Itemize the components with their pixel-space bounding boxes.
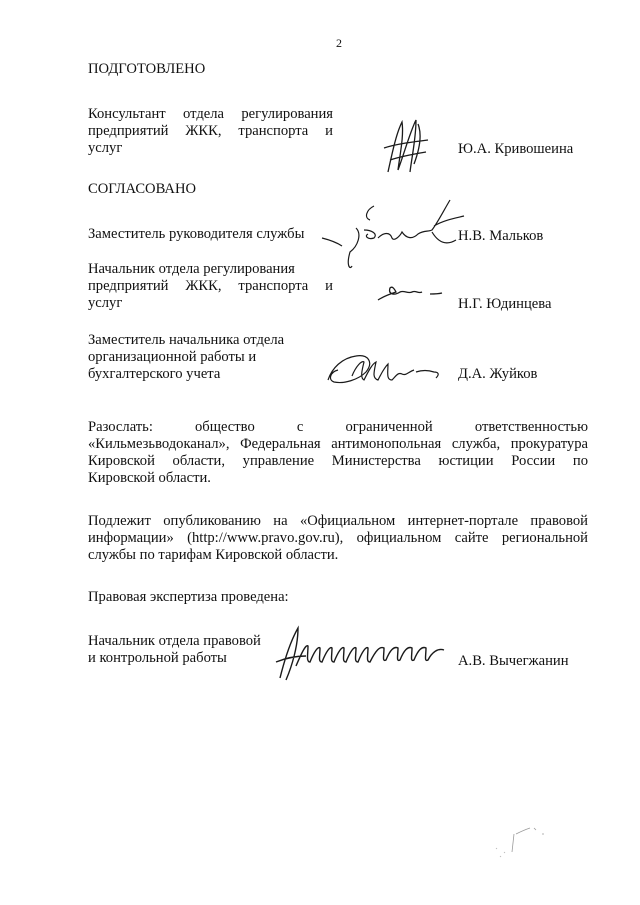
publication-paragraph	[88, 513, 588, 564]
signer-3-position-line-2: организационной работы и	[88, 349, 257, 365]
signature-zhuykov	[322, 346, 444, 392]
signer-3-position	[88, 332, 284, 383]
signature-vychegzhanin	[272, 622, 462, 684]
signer-2-name: Н.Г. Юдинцева	[458, 296, 552, 312]
signature-yudintseva	[374, 282, 444, 306]
distribution-line-2: «Кильмезьводоканал», Федеральная антимонопольная служба, прокуратура	[88, 436, 588, 452]
prepared-position-line-3: услуг	[88, 140, 123, 156]
signer-3-name: Д.А. Жуйков	[458, 366, 538, 382]
signer-2-position-line-3: услуг	[88, 295, 123, 311]
legal-review-statement: Правовая экспертиза проведена:	[88, 589, 289, 605]
signature-malkov	[316, 196, 466, 276]
publication-line-2: информации» (http://www.pravo.gov.ru), официальном сайте региональной	[88, 530, 588, 546]
signer-1-position	[88, 226, 304, 243]
scan-marks	[494, 822, 554, 862]
distribution-line-1: Разослать: общество с ограниченной ответственностью	[88, 419, 588, 435]
legal-review-name: А.В. Вычегжанин	[458, 653, 569, 669]
prepared-heading: ПОДГОТОВЛЕНО	[88, 61, 206, 77]
signer-2-position	[88, 261, 333, 312]
publication-line-1: Подлежит опубликованию на «Официальном интернет-портале правовой	[88, 513, 588, 529]
signature-krivosheina	[378, 114, 438, 182]
page-number: 2	[336, 36, 342, 50]
agreed-heading: СОГЛАСОВАНО	[88, 181, 197, 197]
signer-1-position-line-1: Заместитель руководителя службы	[88, 226, 305, 242]
prepared-position-line-2: предприятий ЖКК, транспорта и	[88, 123, 333, 139]
signer-1-name: Н.В. Мальков	[458, 228, 544, 244]
signer-2-position-line-1: Начальник отдела регулирования	[88, 261, 295, 277]
prepared-position	[88, 106, 333, 157]
legal-review-position	[88, 633, 261, 667]
signer-3-position-line-3: бухгалтерского учета	[88, 366, 221, 382]
distribution-line-3: Кировской области, управление Министерства юстиции России по	[88, 453, 588, 469]
prepared-name: Ю.А. Кривошеина	[458, 141, 574, 157]
legal-review-position-line-1: Начальник отдела правовой	[88, 633, 261, 649]
distribution-line-4: Кировской области.	[88, 470, 211, 486]
prepared-position-line-1: Консультант отдела регулирования	[88, 106, 333, 122]
signer-2-position-line-2: предприятий ЖКК, транспорта и	[88, 278, 333, 294]
publication-line-3: службы по тарифам Кировской области.	[88, 547, 339, 563]
distribution-paragraph	[88, 419, 588, 487]
signer-3-position-line-1: Заместитель начальника отдела	[88, 332, 285, 348]
legal-review-position-line-2: и контрольной работы	[88, 650, 227, 666]
